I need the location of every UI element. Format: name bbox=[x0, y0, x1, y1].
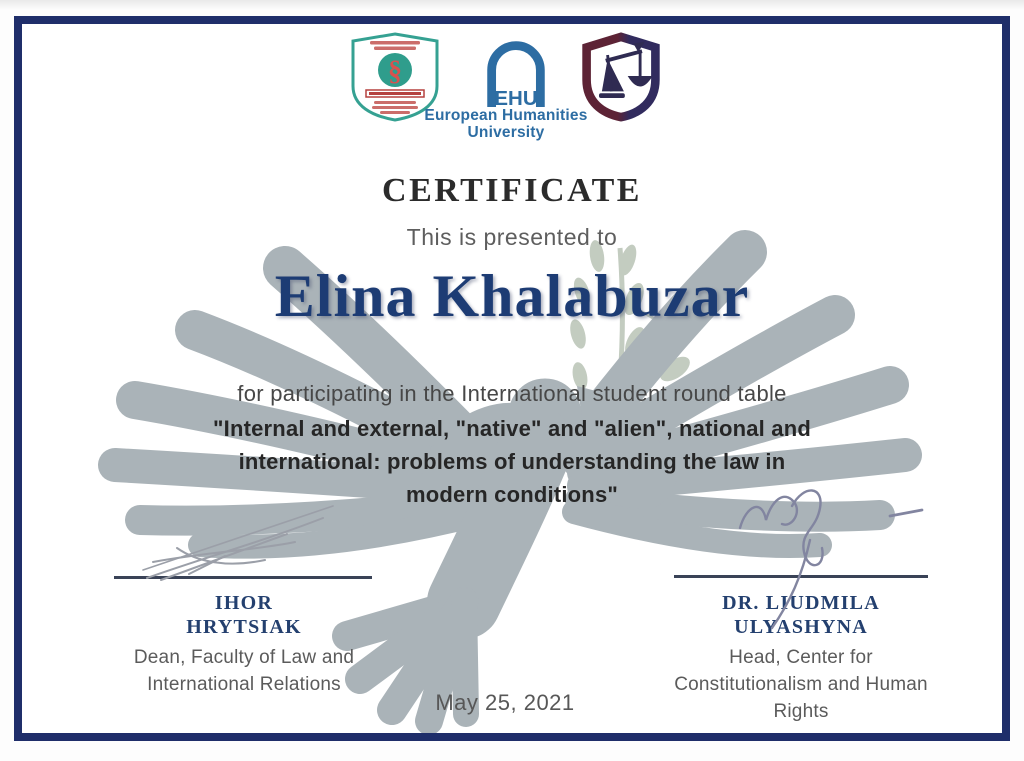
section-symbol: § bbox=[388, 56, 402, 87]
signer-left-name-line1: IHOR bbox=[214, 592, 274, 614]
signer-right-name-line2: ULYASHYNA bbox=[734, 616, 868, 638]
signer-right-role-line3: Rights bbox=[773, 701, 829, 722]
certificate-title: CERTIFICATE bbox=[382, 172, 642, 209]
event-title-line2: international: problems of understanding the law in bbox=[238, 449, 786, 474]
intro-line: for participating in the International student round table bbox=[237, 381, 787, 406]
signer-right-role bbox=[654, 644, 948, 725]
ehu-acronym: EHU bbox=[494, 87, 538, 109]
event-title-line1: "Internal and external, "native" and "alien", national and bbox=[213, 416, 811, 441]
ehu-arch-icon bbox=[479, 33, 553, 109]
signer-left-role bbox=[94, 644, 394, 698]
signer-right-name-line1: DR. LIUDMILA bbox=[722, 592, 880, 614]
certificate bbox=[14, 16, 1010, 741]
signer-left-name-line2: HRYTSIAK bbox=[186, 616, 302, 638]
justice-shield-icon bbox=[578, 32, 664, 122]
ehu-name-line2: University bbox=[467, 123, 545, 141]
signature-right bbox=[722, 476, 957, 638]
event-title-line3: modern conditions" bbox=[405, 482, 619, 507]
signer-left-role-line2: International Relations bbox=[147, 674, 341, 695]
certificate-date: May 25, 2021 bbox=[435, 690, 575, 715]
signer-left-name bbox=[94, 591, 394, 639]
signer-right-role-line2: Constitutionalism and Human bbox=[674, 674, 928, 695]
signature-left bbox=[137, 498, 347, 590]
ehu-name-line1: European Humanities bbox=[424, 107, 588, 124]
signer-right-role-line1: Head, Center for bbox=[729, 647, 873, 668]
presented-line: This is presented to bbox=[406, 224, 618, 250]
recipient-name: Elina Khalabuzar bbox=[274, 263, 750, 329]
signer-left-role-line1: Dean, Faculty of Law and bbox=[133, 647, 355, 668]
